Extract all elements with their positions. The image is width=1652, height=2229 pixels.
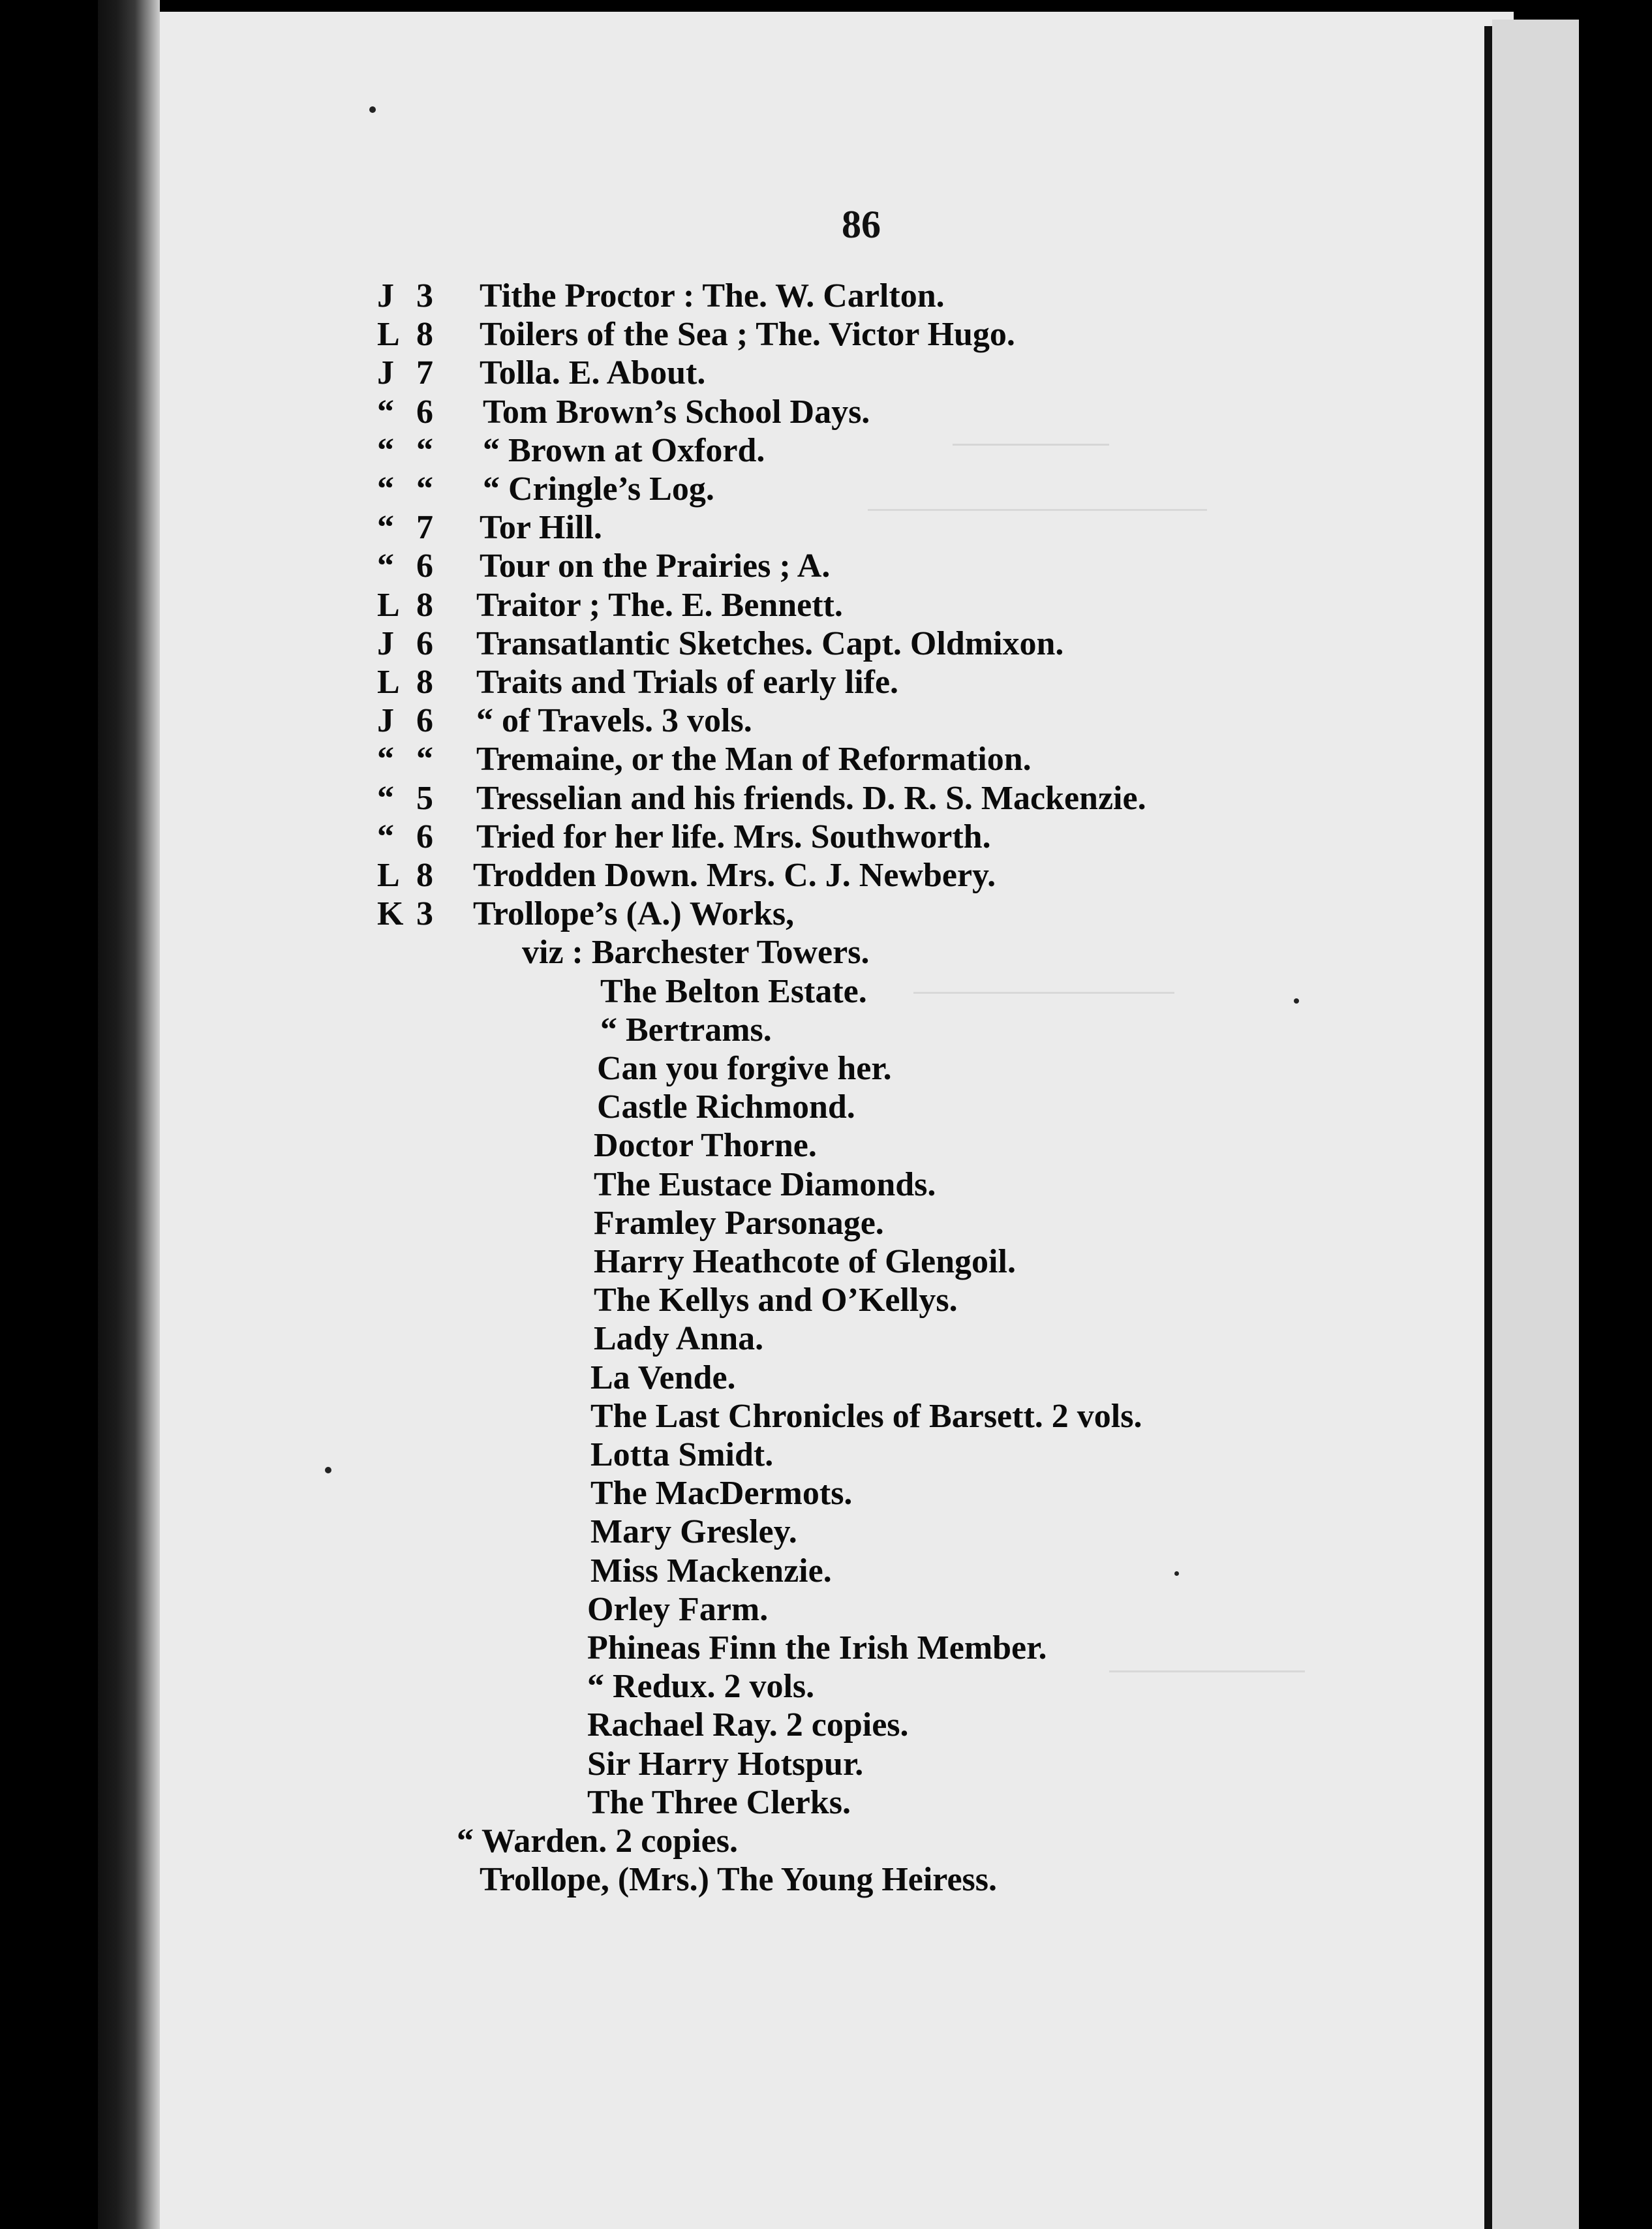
catalogue-entry (0, 393, 1488, 431)
catalogue-entry (0, 973, 1488, 1011)
entry-title: Tithe Proctor : The. W. Carlton. (480, 277, 945, 315)
shelf-mark (377, 702, 462, 740)
catalogue-entry (0, 702, 1488, 740)
shelf-mark (377, 934, 462, 972)
catalogue-entry (0, 1050, 1488, 1088)
shelf-letter: J (377, 354, 394, 392)
entry-title: Sir Harry Hotspur. (587, 1745, 864, 1783)
shelf-mark (377, 1127, 462, 1165)
shelf-number: 3 (416, 895, 433, 932)
entry-title: The Belton Estate. (600, 973, 867, 1010)
catalogue-entry (0, 857, 1488, 895)
entry-title: The Three Clerks. (587, 1784, 851, 1821)
shelf-mark (377, 1359, 462, 1397)
catalogue-entry (0, 1668, 1488, 1706)
catalogue-entry (0, 277, 1488, 315)
entry-title: Toilers of the Sea ; The. Victor Hugo. (480, 316, 1015, 353)
shelf-mark (377, 354, 462, 392)
shelf-letter: L (377, 664, 400, 701)
catalogue-entry (0, 664, 1488, 701)
catalogue-entry (0, 1320, 1488, 1358)
catalogue-entry (0, 625, 1488, 663)
catalogue-entry (0, 1784, 1488, 1822)
catalogue-entry (0, 1591, 1488, 1629)
shelf-letter: L (377, 316, 400, 353)
shelf-mark (377, 1011, 462, 1049)
catalogue-entry (0, 1629, 1488, 1667)
catalogue-entry (0, 1282, 1488, 1319)
catalogue-entry (0, 895, 1488, 933)
entry-title: La Vende. (590, 1359, 736, 1396)
shelf-number: “ (416, 741, 433, 778)
shelf-mark (377, 741, 462, 778)
shelf-number: 6 (416, 547, 433, 585)
catalogue-entry (0, 1552, 1488, 1590)
shelf-mark (377, 857, 462, 895)
shelf-mark (377, 1745, 462, 1783)
shelf-mark (377, 973, 462, 1011)
shelf-letter: L (377, 857, 400, 894)
entry-title: viz : Barchester Towers. (522, 934, 870, 971)
shelf-mark (377, 1398, 462, 1436)
entry-title: The Kellys and O’Kellys. (594, 1282, 958, 1319)
entry-title: “ Brown at Oxford. (483, 432, 765, 469)
ink-speck (369, 106, 376, 113)
shelf-letter: “ (377, 741, 394, 778)
shelf-mark (377, 1320, 462, 1358)
shelf-letter: “ (377, 547, 394, 585)
catalogue-entry (0, 1861, 1488, 1899)
entry-title: Harry Heathcote of Glengoil. (594, 1243, 1016, 1280)
catalogue-entry (0, 818, 1488, 856)
catalogue-entry (0, 1243, 1488, 1281)
entry-title: Trollope’s (A.) Works, (473, 895, 795, 932)
entry-title: Trodden Down. Mrs. C. J. Newbery. (473, 857, 996, 894)
shelf-letter: “ (377, 780, 394, 817)
catalogue-entry (0, 1706, 1488, 1744)
entry-title: Doctor Thorne. (594, 1127, 817, 1164)
entry-title: Miss Mackenzie. (590, 1552, 832, 1590)
entry-title: Tour on the Prairies ; A. (480, 547, 831, 585)
entry-title: Tried for her life. Mrs. Southworth. (476, 818, 991, 855)
entry-title: The Last Chronicles of Barsett. 2 vols. (590, 1398, 1142, 1435)
catalogue-entry (0, 1822, 1488, 1860)
shelf-mark (377, 470, 462, 508)
entry-title: Tolla. E. About. (480, 354, 706, 392)
catalogue-entry (0, 934, 1488, 972)
shelf-number: 6 (416, 818, 433, 855)
entry-title: Castle Richmond. (597, 1088, 855, 1126)
entry-title: Tremaine, or the Man of Reformation. (476, 741, 1032, 778)
entry-title: Trollope, (Mrs.) The Young Heiress. (480, 1861, 997, 1898)
entry-title: Orley Farm. (587, 1591, 769, 1628)
shelf-mark (377, 1668, 462, 1706)
shelf-letter: L (377, 587, 400, 624)
catalogue-entry (0, 587, 1488, 624)
shelf-number: 6 (416, 702, 433, 739)
shelf-mark (377, 509, 462, 547)
entry-title: Lady Anna. (594, 1320, 764, 1357)
shelf-letter: K (377, 895, 404, 932)
entry-title: Transatlantic Sketches. Capt. Oldmixon. (476, 625, 1064, 662)
catalogue-entry (0, 432, 1488, 470)
shelf-letter: “ (377, 818, 394, 855)
shelf-mark (377, 1088, 462, 1126)
shelf-mark (377, 780, 462, 818)
catalogue-entry (0, 780, 1488, 818)
entry-title: “ Cringle’s Log. (483, 470, 714, 508)
catalogue-entry (0, 509, 1488, 547)
catalogue-entry (0, 1359, 1488, 1397)
shelf-mark (377, 625, 462, 663)
catalogue-entry (0, 1011, 1488, 1049)
shelf-mark (377, 1706, 462, 1744)
entry-title: Tom Brown’s School Days. (483, 393, 870, 431)
entry-title: Mary Gresley. (590, 1513, 797, 1550)
shelf-number: 6 (416, 393, 433, 431)
entry-title: “ Bertrams. (600, 1011, 772, 1049)
shelf-mark (377, 1822, 462, 1860)
shelf-mark (377, 895, 462, 933)
shelf-mark (377, 1243, 462, 1281)
catalogue-entry (0, 1745, 1488, 1783)
catalogue-entry (0, 547, 1488, 585)
shelf-number: 7 (416, 354, 433, 392)
shelf-number: 3 (416, 277, 433, 315)
shelf-mark (377, 1591, 462, 1629)
catalogue-entry (0, 1398, 1488, 1436)
shelf-mark (377, 1282, 462, 1319)
shelf-mark (377, 316, 462, 354)
shelf-letter: J (377, 277, 394, 315)
entry-title: Lotta Smidt. (590, 1436, 774, 1473)
shelf-mark (377, 393, 462, 431)
shelf-mark (377, 432, 462, 470)
shelf-mark (377, 818, 462, 856)
shelf-number: 6 (416, 625, 433, 662)
right-border (1579, 0, 1652, 2229)
catalogue-entry (0, 470, 1488, 508)
shelf-number: 7 (416, 509, 433, 546)
shelf-mark (377, 1436, 462, 1474)
shelf-number: 5 (416, 780, 433, 817)
entry-title: Traitor ; The. E. Bennett. (476, 587, 843, 624)
shelf-mark (377, 587, 462, 624)
shelf-mark (377, 547, 462, 585)
shelf-mark (377, 1475, 462, 1513)
shelf-number: “ (416, 470, 433, 508)
shelf-mark (377, 664, 462, 701)
entry-title: The Eustace Diamonds. (594, 1166, 936, 1203)
shelf-mark (377, 1784, 462, 1822)
entry-title: Traits and Trials of early life. (476, 664, 899, 701)
shelf-mark (377, 1861, 462, 1899)
catalogue-entry (0, 1127, 1488, 1165)
shelf-letter: J (377, 702, 394, 739)
entry-title: Framley Parsonage. (594, 1205, 884, 1242)
shelf-mark (377, 1166, 462, 1204)
catalogue-entry (0, 1088, 1488, 1126)
entry-title: Can you forgive her. (597, 1050, 892, 1087)
catalogue-entry (0, 1475, 1488, 1513)
shelf-mark (377, 1205, 462, 1242)
shelf-number: 8 (416, 316, 433, 353)
catalogue-entry (0, 741, 1488, 778)
entry-title: “ Redux. 2 vols. (587, 1668, 815, 1705)
entry-title: “ of Travels. 3 vols. (476, 702, 752, 739)
shelf-number: “ (416, 432, 433, 469)
catalogue-entry (0, 354, 1488, 392)
shelf-letter: J (377, 625, 394, 662)
shelf-letter: “ (377, 470, 394, 508)
shelf-letter: “ (377, 432, 394, 469)
entry-title: Tor Hill. (480, 509, 602, 546)
catalogue-entry (0, 1166, 1488, 1204)
entry-title: Rachael Ray. 2 copies. (587, 1706, 909, 1744)
catalogue-entry (0, 316, 1488, 354)
catalogue-entry (0, 1205, 1488, 1242)
shelf-mark (377, 1050, 462, 1088)
shelf-number: 8 (416, 857, 433, 894)
catalogue-entry (0, 1436, 1488, 1474)
entry-title: The MacDermots. (590, 1475, 853, 1512)
entry-title: Tresselian and his friends. D. R. S. Mackenzie. (476, 780, 1146, 817)
shelf-mark (377, 277, 462, 315)
shelf-letter: “ (377, 393, 394, 431)
shelf-mark (377, 1552, 462, 1590)
entry-title: Phineas Finn the Irish Member. (587, 1629, 1047, 1667)
entry-title: “ Warden. 2 copies. (457, 1822, 738, 1860)
catalogue-entry (0, 1513, 1488, 1551)
shelf-number: 8 (416, 587, 433, 624)
shelf-mark (377, 1629, 462, 1667)
shelf-mark (377, 1513, 462, 1551)
page-number: 86 (842, 203, 881, 246)
shelf-number: 8 (416, 664, 433, 701)
shelf-letter: “ (377, 509, 394, 546)
